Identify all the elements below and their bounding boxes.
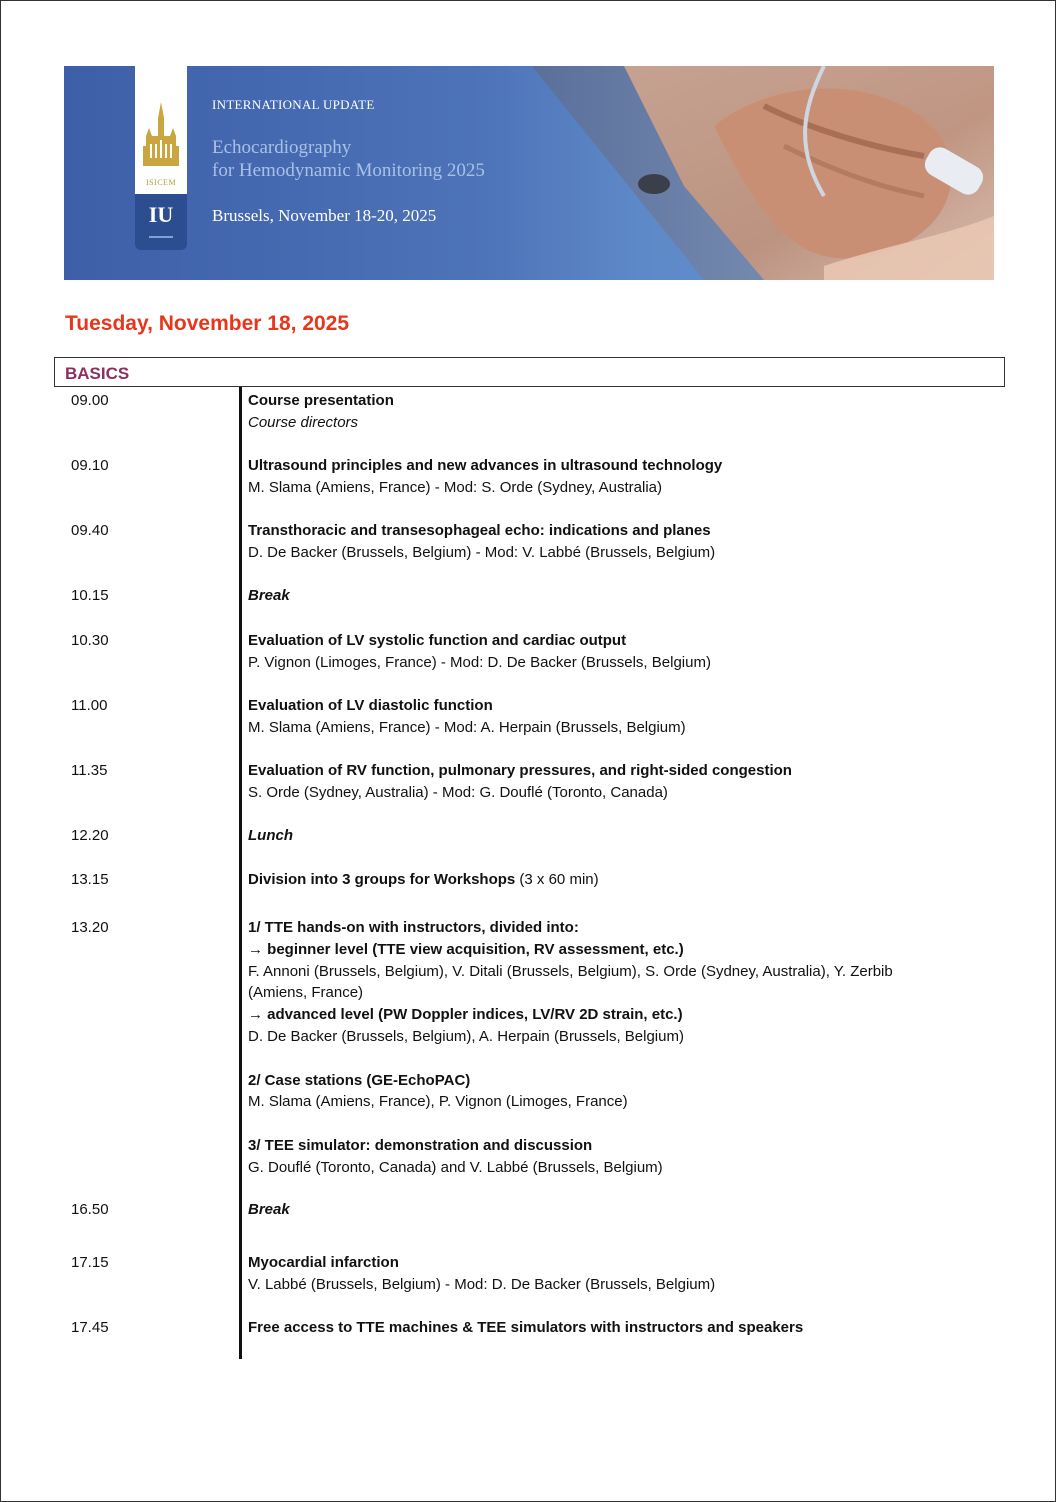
session-speakers: V. Labbé (Brussels, Belgium) - Mod: D. De Backer (Brussels, Belgium)	[248, 1275, 716, 1293]
logo-top-panel	[135, 66, 187, 194]
session-title: Myocardial infarction	[248, 1254, 399, 1271]
lunch-label: Lunch	[248, 827, 293, 844]
session-subtitle: Course directors	[248, 413, 359, 431]
session-time: 11.00	[71, 697, 108, 714]
session-speakers: D. De Backer (Brussels, Belgium) - Mod: V. Labbé (Brussels, Belgium)	[248, 543, 716, 561]
session-title: Transthoracic and transesophageal echo: indications and planes	[248, 522, 711, 539]
session-time: 17.45	[71, 1319, 109, 1336]
session-title: Evaluation of RV function, pulmonary pressures, and right-sided congestion	[248, 762, 792, 779]
session-time: 10.15	[71, 587, 109, 604]
arrow-right-icon: →	[248, 940, 263, 958]
workshop-1-level-beginner	[248, 939, 978, 961]
session-title: Ultrasound principles and new advances in ultrasound technology	[248, 457, 723, 474]
session-title: Free access to TTE machines & TEE simulators with instructors and speakers	[248, 1319, 804, 1336]
session-content	[248, 585, 978, 607]
session-content	[248, 390, 978, 434]
session-title: Evaluation of LV systolic function and cardiac output	[248, 632, 627, 649]
workshop-1-beginner-speakers-line1: F. Annoni (Brussels, Belgium), V. Ditali (Brussels, Belgium), S. Orde (Sydney, Australia), Y. Zerbib	[248, 962, 893, 980]
event-banner	[64, 66, 994, 280]
session-time: 12.20	[71, 827, 109, 844]
session-time: 11.35	[71, 762, 108, 779]
workshop-1-title: 1/ TTE hands-on with instructors, divided into:	[248, 919, 579, 936]
session-time: 13.20	[71, 919, 109, 936]
session-speakers: P. Vignon (Limoges, France) - Mod: D. De Backer (Brussels, Belgium)	[248, 653, 711, 671]
break-label: Break	[248, 1201, 290, 1218]
session-content	[248, 1252, 978, 1296]
logo-isicem-text: ISICEM	[145, 178, 177, 187]
spacer	[248, 1048, 978, 1070]
section-label: BASICS	[65, 364, 130, 383]
session-content	[248, 695, 978, 739]
session-title: Evaluation of LV diastolic function	[248, 697, 493, 714]
session-content	[248, 825, 978, 847]
session-time: 09.10	[71, 457, 109, 474]
workshop-3-speakers: G. Douflé (Toronto, Canada) and V. Labbé (Brussels, Belgium)	[248, 1158, 663, 1176]
workshop-2-title: 2/ Case stations (GE-EchoPAC)	[248, 1071, 471, 1089]
level-label: advanced level (PW Doppler indices, LV/RV 2D strain, etc.)	[267, 1006, 683, 1024]
banner-title-line1: Echocardiography	[212, 137, 352, 158]
banner-kicker: INTERNATIONAL UPDATE	[212, 97, 375, 112]
isicem-logo	[135, 66, 187, 250]
workshop-1-level-advanced	[248, 1004, 978, 1026]
cathedral-icon	[135, 66, 187, 176]
arrow-right-icon: →	[248, 1006, 263, 1024]
workshop-3-title: 3/ TEE simulator: demonstration and discussion	[248, 1136, 593, 1154]
break-label: Break	[248, 587, 290, 604]
session-content	[248, 455, 978, 499]
banner-place-date: Brussels, November 18-20, 2025	[212, 206, 437, 225]
session-content	[248, 1199, 978, 1221]
section-header	[54, 357, 1005, 387]
session-duration: (3 x 60 min)	[519, 871, 599, 888]
session-title: Course presentation	[248, 392, 394, 409]
session-content	[248, 1317, 978, 1339]
session-speakers: M. Slama (Amiens, France) - Mod: A. Herpain (Brussels, Belgium)	[248, 718, 686, 736]
workshop-1-beginner-speakers-line2: (Amiens, France)	[248, 984, 364, 1002]
day-heading: Tuesday, November 18, 2025	[65, 312, 350, 335]
session-content	[248, 630, 978, 674]
session-time: 09.40	[71, 522, 109, 539]
timeline-divider	[239, 387, 242, 1359]
session-content	[248, 869, 978, 891]
session-time: 09.00	[71, 392, 109, 409]
spacer	[248, 1113, 978, 1135]
session-content	[248, 760, 978, 804]
banner-title	[212, 136, 485, 182]
session-content	[248, 520, 978, 564]
banner-title-line2: for Hemodynamic Monitoring 2025	[212, 160, 485, 181]
logo-underline	[149, 236, 173, 238]
session-speakers: M. Slama (Amiens, France) - Mod: S. Orde (Sydney, Australia)	[248, 478, 663, 496]
workshop-2-speakers: M. Slama (Amiens, France), P. Vignon (Limoges, France)	[248, 1093, 628, 1111]
session-time: 17.15	[71, 1254, 109, 1271]
session-time: 10.30	[71, 632, 109, 649]
session-title: Division into 3 groups for Workshops	[248, 871, 516, 888]
session-speakers: S. Orde (Sydney, Australia) - Mod: G. Douflé (Toronto, Canada)	[248, 783, 668, 801]
workshop-content	[248, 917, 978, 1179]
logo-iu-text: IU	[148, 202, 174, 227]
session-time: 16.50	[71, 1201, 109, 1218]
session-time: 13.15	[71, 871, 109, 888]
workshop-1-advanced-speakers: D. De Backer (Brussels, Belgium), A. Herpain (Brussels, Belgium)	[248, 1027, 684, 1045]
ultrasound-photo	[64, 66, 994, 280]
level-label: beginner level (TTE view acquisition, RV assessment, etc.)	[267, 940, 684, 958]
